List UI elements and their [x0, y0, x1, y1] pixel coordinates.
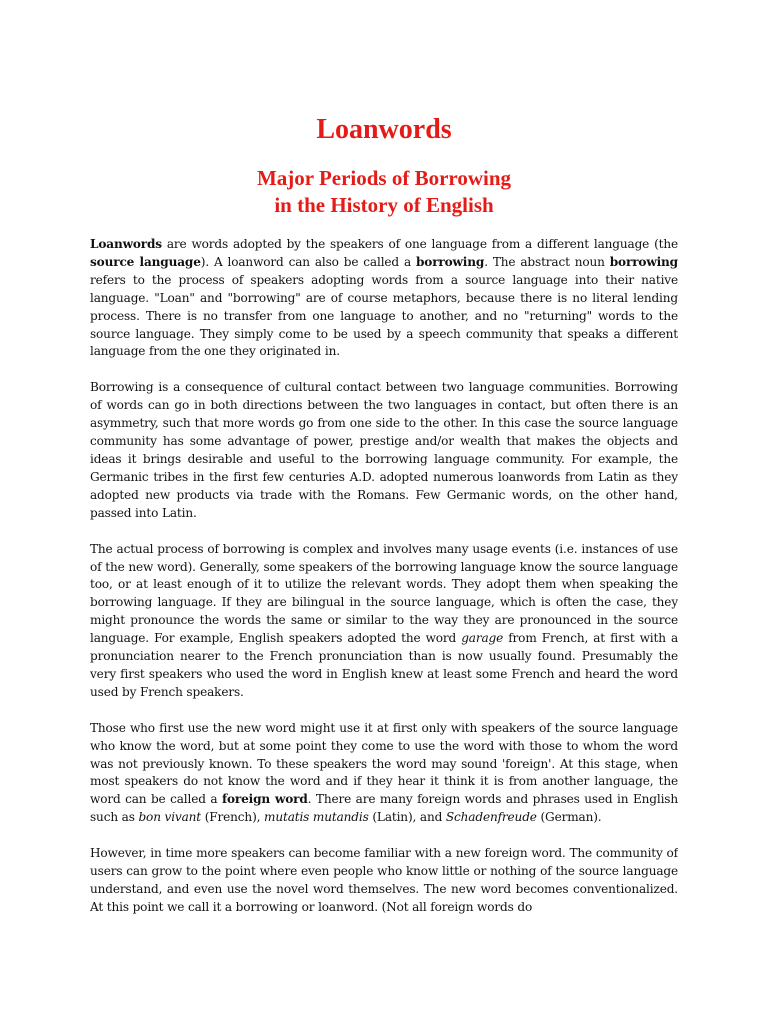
subtitle-line-1: Major Periods of Borrowing [256, 166, 512, 190]
term-borrowing-noun: borrowing [609, 254, 678, 269]
document-page [90, 0, 678, 1024]
paragraph-5: However, in time more speakers can become familiar with a new foreign word. The community of users can grow to the point where even people who know little or nothing of the source language understand, and even use the novel word themselves. The new word becomes conventionalized. At this point we call it a borrowing or loanword. (Not all foreign words do [90, 846, 678, 914]
paragraph-2: Borrowing is a consequence of cultural contact between two language communities. Borrowing of words can go in both directions between the two languages in contact, but often there is an asymmetry, such that more words go from one side to the other. In this case the source language community has some advantage of power, prestige and/or wealth that makes the objects and ideas it brings desirable and useful to the borrowing language community. For example, the Germanic tribes in the first few centuries A.D. adopted numerous loanwords from Latin as they adopted new products via trade with the Romans. Few Germanic words, on the other hand, passed into Latin. [90, 380, 678, 520]
term-loanwords: Loanwords [90, 237, 162, 251]
example-schadenfreude: Schadenfreude [445, 810, 537, 825]
term-source-language: source language [90, 254, 201, 269]
example-bon-vivant: bon vivant [138, 810, 202, 825]
page-title: Loanwords [316, 114, 452, 145]
paragraph-1: Loanwords are words adopted by the speakers of one language from a different language (the source language). A loanword can also be called a borrowing. The abstract noun borrowing refers to the process of speakers adopting words from a source language into their native language. "Loan" and "borrowing" are of course metaphors, because there is no literal lending process. There is no transfer from one language to another, and no "returning" words to the source language. They simply come to be used by a speech community that speaks a different language from the one they originated in. [90, 237, 678, 359]
term-foreign-word: foreign word [221, 792, 308, 807]
paragraph-3: The actual process of borrowing is complex and involves many usage events (i.e. instances of use of the new word). Generally, some speakers of the borrowing language know the source language too, or at least enough of it to utilize the relevant words. They adopt them when speaking the borrowing language. If they are bilingual in the source language, which is often the case, they might pronounce the words the same or similar to the way they are pronounced in the source language. For example, English speakers adopted the word garage from French, at first with a pronunciation nearer to the French pronunciation than is now usually found. Presumably the very first speakers who used the word in English knew at least some French and heard the word used by French speakers. [90, 541, 678, 699]
document-body [90, 236, 678, 935]
term-borrowing: borrowing [415, 254, 485, 269]
example-garage: garage [461, 631, 504, 646]
page-subtitle [90, 165, 678, 219]
example-mutatis-mutandis: mutatis mutandis [264, 810, 369, 825]
paragraph-4: Those who first use the new word might use it at first only with speakers of the source language who know the word, but at some point they come to use the word with those to whom the word was not previously known. To these speakers the word may sound 'foreign'. At this stage, when most speakers do not know the word and if they hear it think it is from another language, the word can be called a foreign word. There are many foreign words and phrases used in English such as bon vivant (French), mutatis mutandis (Latin), and Schadenfreude (German). [90, 720, 678, 825]
subtitle-line-2: in the History of English [274, 193, 494, 217]
